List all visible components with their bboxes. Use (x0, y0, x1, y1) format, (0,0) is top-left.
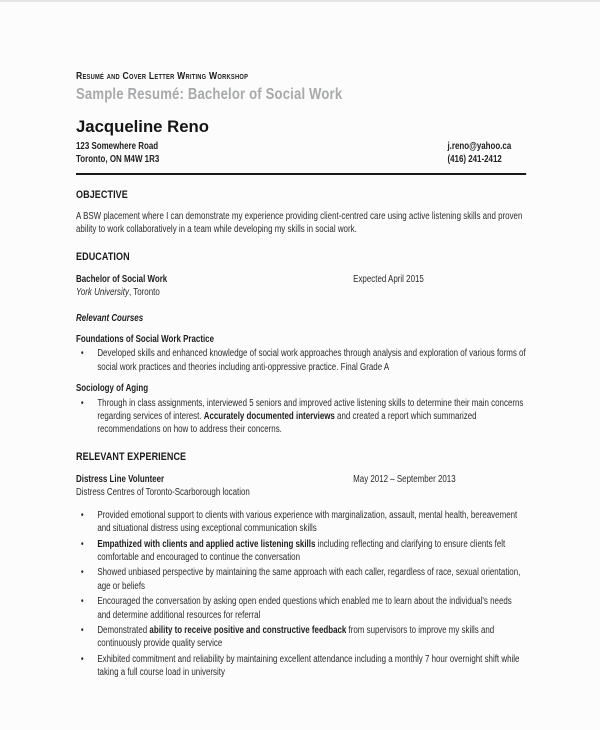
bullet-text: Encouraged the conversation by asking open ended questions which enabled me to learn about the individual's needs and determine additional resources for referral (97, 596, 512, 621)
degree-title: Bachelor of Social Work (76, 273, 168, 285)
bullet-text: Through in class assignments, interviewed 5 seniors and improved active listening skills to determine their main concerns regarding services of interest. Accurately documented interviews and created a report which summarized recommendations on how to address their concerns. (97, 397, 524, 436)
bullet-icon: • (80, 624, 84, 636)
workshop-label: Resumé and Cover Letter Writing Workshop (76, 70, 249, 82)
bullet-icon: • (80, 653, 84, 665)
list-item (76, 624, 526, 651)
bullet-icon: • (80, 596, 84, 608)
list-item (76, 397, 526, 437)
list-item (76, 509, 526, 536)
experience-bullets (76, 509, 526, 680)
course-title: Foundations of Social Work Practice (76, 334, 215, 346)
list-item (76, 653, 526, 680)
phone-text: (416) 241-2412 (447, 154, 502, 165)
list-item (76, 566, 526, 593)
education-degree-row (76, 273, 526, 286)
course-bullets (76, 397, 526, 437)
experience-role-row (76, 473, 526, 486)
objective-text: A BSW placement where I can demonstrate my experience providing client-centred care using active listening skills and proven ability to work collaboratively in a team while developing my skills in social work. (76, 211, 523, 236)
bullet-text: Showed unbiased perspective by maintaining the same approach with each caller, regardless of race, sexual orientation, age or beliefs (97, 567, 521, 592)
bullet-text: Empathized with clients and applied active listening skills including reflecting and clarifying to ensure clients felt comfortable and encouraged to continue the conversation (97, 538, 506, 563)
list-item (76, 347, 526, 374)
bullet-icon: • (80, 567, 84, 579)
bullet-text: Exhibited commitment and reliability by maintaining excellent attendance including a monthly 7 hour overnight shift while taking a full course load in university (97, 653, 520, 679)
contact-block (76, 140, 526, 166)
contact-reach (447, 140, 526, 166)
document-body (76, 70, 526, 680)
bullet-text: Demonstrated ability to receive positive and constructive feedback from supervisors to improve my skills and continuously provide quality service (97, 624, 495, 650)
list-item (76, 538, 526, 565)
section-heading-education: EDUCATION (76, 250, 130, 263)
organization-line: Distress Centres of Toronto-Scarborough location (76, 487, 250, 499)
page-content (0, 2, 600, 680)
address-line-2: Toronto, ON M4W 1R3 (76, 154, 160, 165)
course-title: Sociology of Aging (76, 383, 149, 395)
bullet-text: Provided emotional support to clients with various experience with marginalization, assault, mental health, bereavement and situational distress using exceptional communication skills (97, 509, 518, 535)
candidate-name: Jacqueline Reno (76, 117, 209, 136)
institution-city: , Toronto (128, 287, 160, 299)
contact-address (76, 140, 447, 166)
bullet-text: Developed skills and enhanced knowledge of social work approaches through analysis and exploration of various forms of social work practices and theories including anti-oppressive practice. Final Grade A (97, 348, 526, 373)
section-heading-objective: OBJECTIVE (76, 189, 128, 201)
bullet-icon: • (80, 509, 84, 521)
bullet-icon: • (80, 397, 84, 409)
address-line-1: 123 Somewhere Road (76, 141, 159, 152)
role-title: Distress Line Volunteer (76, 473, 165, 485)
email-text: j.reno@yahoo.ca (447, 141, 512, 152)
section-heading-experience: RELEVANT EXPERIENCE (76, 450, 187, 463)
relevant-courses-label: Relevant Courses (76, 312, 144, 324)
role-date: May 2012 – September 2013 (353, 473, 456, 485)
bullet-icon: • (80, 538, 84, 550)
course-bullets (76, 347, 526, 374)
page-subtitle: Sample Resumé: Bachelor of Social Work (76, 86, 343, 103)
institution-line (76, 286, 526, 299)
bullet-icon: • (80, 348, 84, 360)
header-divider (76, 173, 526, 175)
degree-date: Expected April 2015 (353, 273, 424, 285)
institution-name: York University (76, 287, 129, 299)
list-item (76, 595, 526, 622)
